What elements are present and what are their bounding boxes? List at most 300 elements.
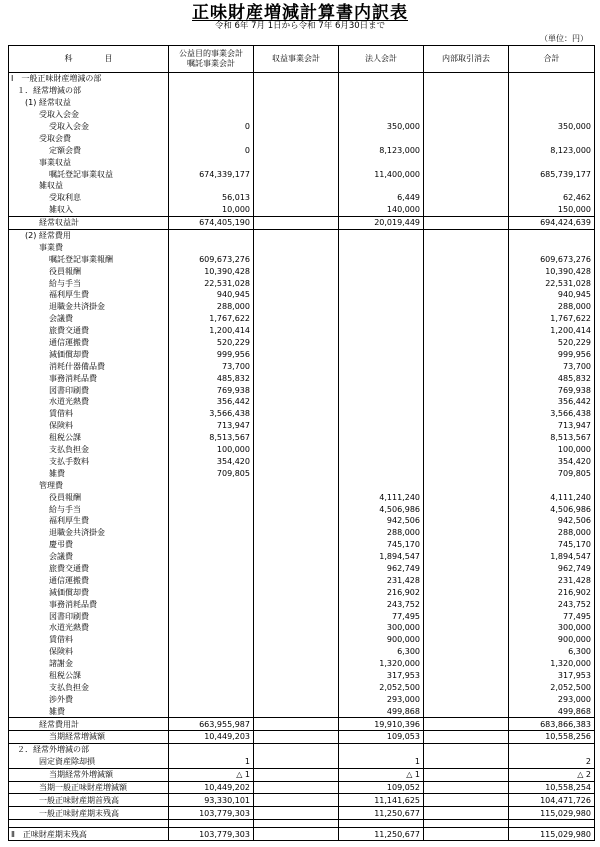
table-row <box>9 828 595 841</box>
table-row <box>9 253 595 265</box>
table-row <box>9 634 595 646</box>
table-row <box>9 515 595 527</box>
amount-cell-c3: 11,400,000 <box>339 168 424 180</box>
table-row <box>9 109 595 121</box>
table-row <box>9 610 595 622</box>
row-label: 慶弔費 <box>9 539 169 551</box>
amount-cell-c3: 2,052,500 <box>339 681 424 693</box>
table-row <box>9 408 595 420</box>
row-label: 退職金共済掛金 <box>9 527 169 539</box>
amount-cell-c2 <box>254 432 339 444</box>
amount-cell-c2 <box>254 396 339 408</box>
amount-cell-c3 <box>339 73 424 85</box>
amount-cell-c1 <box>169 563 254 575</box>
amount-cell-c3: 1,320,000 <box>339 658 424 670</box>
table-row <box>9 337 595 349</box>
amount-cell-c2 <box>254 705 339 717</box>
amount-cell-c5 <box>509 85 595 97</box>
amount-cell-c1: 103,779,303 <box>169 828 254 841</box>
amount-cell-c2 <box>254 277 339 289</box>
row-label: 支払負担金 <box>9 681 169 693</box>
amount-cell-c1 <box>169 610 254 622</box>
amount-cell-c3: 300,000 <box>339 622 424 634</box>
table-row <box>9 456 595 468</box>
amount-cell-c2 <box>254 527 339 539</box>
amount-cell-c3: 77,495 <box>339 610 424 622</box>
amount-cell-c4 <box>424 658 509 670</box>
row-label: 経常費用計 <box>9 718 169 731</box>
table-row <box>9 658 595 670</box>
amount-cell-c4 <box>424 768 509 781</box>
amount-cell-c3: 109,052 <box>339 781 424 794</box>
row-label: 定額会費 <box>9 144 169 156</box>
amount-cell-c5 <box>509 73 595 85</box>
amount-cell-c1 <box>169 73 254 85</box>
amount-cell-c5: 216,902 <box>509 586 595 598</box>
table-row <box>9 444 595 456</box>
header-elimination: 内部取引消去 <box>424 46 509 73</box>
amount-cell-c4 <box>424 730 509 743</box>
amount-cell-c2 <box>254 384 339 396</box>
amount-cell-c5: 115,029,980 <box>509 807 595 820</box>
amount-cell-c1: 609,673,276 <box>169 253 254 265</box>
table-row <box>9 820 595 828</box>
amount-cell-c1: 3,566,438 <box>169 408 254 420</box>
amount-cell-c1 <box>169 241 254 253</box>
amount-cell-c1 <box>169 503 254 515</box>
amount-cell-c3: 745,170 <box>339 539 424 551</box>
amount-cell-c2 <box>254 539 339 551</box>
amount-cell-c2 <box>254 610 339 622</box>
amount-cell-c3: 1,894,547 <box>339 551 424 563</box>
amount-cell-c4 <box>424 109 509 121</box>
row-label: 受取利息 <box>9 192 169 204</box>
table-row <box>9 156 595 168</box>
amount-cell-c2 <box>254 241 339 253</box>
row-label: 受取入会金 <box>9 109 169 121</box>
row-label: 固定資産除却損 <box>9 756 169 768</box>
amount-cell-c3: 11,141,625 <box>339 794 424 807</box>
amount-cell-c5: 243,752 <box>509 598 595 610</box>
amount-cell-c2 <box>254 670 339 682</box>
amount-cell-c4 <box>424 144 509 156</box>
table-row <box>9 527 595 539</box>
amount-cell-c2 <box>254 156 339 168</box>
amount-cell-c5: 317,953 <box>509 670 595 682</box>
table-row <box>9 301 595 313</box>
amount-cell-c3 <box>339 85 424 97</box>
amount-cell-c1: 0 <box>169 144 254 156</box>
row-label: 賃借料 <box>9 408 169 420</box>
table-row <box>9 670 595 682</box>
amount-cell-c5: 354,420 <box>509 456 595 468</box>
amount-cell-c4 <box>424 360 509 372</box>
amount-cell-c2 <box>254 301 339 313</box>
amount-cell-c2 <box>254 598 339 610</box>
table-row <box>9 396 595 408</box>
amount-cell-c5: 8,123,000 <box>509 144 595 156</box>
amount-cell-c4 <box>424 527 509 539</box>
row-label: 諸謝金 <box>9 658 169 670</box>
amount-cell-c4 <box>424 563 509 575</box>
table-row <box>9 348 595 360</box>
amount-cell-c5: 745,170 <box>509 539 595 551</box>
row-label: 旅費交通費 <box>9 563 169 575</box>
amount-cell-c2 <box>254 97 339 109</box>
amount-cell-c4 <box>424 718 509 731</box>
table-row <box>9 241 595 253</box>
amount-cell-c3: 8,123,000 <box>339 144 424 156</box>
amount-cell-c4 <box>424 432 509 444</box>
amount-cell-c5: 900,000 <box>509 634 595 646</box>
header-profit-business: 収益事業会計 <box>254 46 339 73</box>
amount-cell-c3: 4,111,240 <box>339 491 424 503</box>
amount-cell-c2 <box>254 467 339 479</box>
amount-cell-c3 <box>339 325 424 337</box>
row-label: 雑収入 <box>9 204 169 216</box>
amount-cell-c3 <box>339 241 424 253</box>
amount-cell-c1 <box>169 479 254 491</box>
row-label: ２．経常外増減の部 <box>9 743 169 755</box>
row-label: 当期経常外増減額 <box>9 768 169 781</box>
amount-cell-c5: 8,513,567 <box>509 432 595 444</box>
amount-cell-c3: 140,000 <box>339 204 424 216</box>
row-label: 受取入会金 <box>9 121 169 133</box>
amount-cell-c4 <box>424 539 509 551</box>
row-label: 消耗什器備品費 <box>9 360 169 372</box>
amount-cell-c5: 1,894,547 <box>509 551 595 563</box>
amount-cell-c4 <box>424 396 509 408</box>
amount-cell-c5: 77,495 <box>509 610 595 622</box>
amount-cell-c4 <box>424 807 509 820</box>
amount-cell-c3: 216,902 <box>339 586 424 598</box>
fiscal-period: 令和 6年 7月 1日から令和 7年 6月30日まで <box>214 21 386 31</box>
amount-cell-c1: 520,229 <box>169 337 254 349</box>
row-label: 事務消耗品費 <box>9 372 169 384</box>
amount-cell-c5: 356,442 <box>509 396 595 408</box>
amount-cell-c4 <box>424 253 509 265</box>
amount-cell-c1 <box>169 527 254 539</box>
table-row <box>9 97 595 109</box>
amount-cell-c5: 499,868 <box>509 705 595 717</box>
amount-cell-c5: 288,000 <box>509 301 595 313</box>
amount-cell-c5: 293,000 <box>509 693 595 705</box>
row-label: 保険料 <box>9 646 169 658</box>
amount-cell-c3: △ 1 <box>339 768 424 781</box>
amount-cell-c3: 317,953 <box>339 670 424 682</box>
row-label: 当期経常増減額 <box>9 730 169 743</box>
table-row <box>9 360 595 372</box>
amount-cell-c4 <box>424 444 509 456</box>
amount-cell-c2 <box>254 563 339 575</box>
amount-cell-c1 <box>169 670 254 682</box>
amount-cell-c5: 73,700 <box>509 360 595 372</box>
amount-cell-c2 <box>254 515 339 527</box>
row-label: 事業収益 <box>9 156 169 168</box>
row-label: 渉外費 <box>9 693 169 705</box>
row-label: 通信運搬費 <box>9 337 169 349</box>
amount-cell-c2 <box>254 313 339 325</box>
amount-cell-c2 <box>254 180 339 192</box>
amount-cell-c2 <box>254 756 339 768</box>
amount-cell-c4 <box>424 313 509 325</box>
amount-cell-c1: 1,767,622 <box>169 313 254 325</box>
amount-cell-c3 <box>339 97 424 109</box>
amount-cell-c2 <box>254 574 339 586</box>
amount-cell-c2 <box>254 168 339 180</box>
amount-cell-c3 <box>339 408 424 420</box>
amount-cell-c3 <box>339 277 424 289</box>
amount-cell-c4 <box>424 743 509 755</box>
amount-cell-c3: 288,000 <box>339 527 424 539</box>
amount-cell-c3 <box>339 348 424 360</box>
header-corporate: 法人会計 <box>339 46 424 73</box>
amount-cell-c4 <box>424 503 509 515</box>
table-row <box>9 420 595 432</box>
amount-cell-c4 <box>424 241 509 253</box>
table-row <box>9 539 595 551</box>
amount-cell-c3 <box>339 444 424 456</box>
row-label: 保険料 <box>9 420 169 432</box>
amount-cell-c3 <box>339 467 424 479</box>
row-label: 役員報酬 <box>9 491 169 503</box>
amount-cell-c4 <box>424 408 509 420</box>
table-row <box>9 432 595 444</box>
row-label: 旅費交通費 <box>9 325 169 337</box>
table-row <box>9 479 595 491</box>
row-label: 嘱託登記事業収益 <box>9 168 169 180</box>
table-row <box>9 73 595 85</box>
amount-cell-c4 <box>424 73 509 85</box>
amount-cell-c2 <box>254 646 339 658</box>
table-row <box>9 229 595 241</box>
amount-cell-c3 <box>339 360 424 372</box>
amount-cell-c1: 10,000 <box>169 204 254 216</box>
table-row <box>9 121 595 133</box>
amount-cell-c3: 962,749 <box>339 563 424 575</box>
amount-cell-c5: 231,428 <box>509 574 595 586</box>
amount-cell-c5: 694,424,639 <box>509 216 595 229</box>
amount-cell-c5 <box>509 820 595 828</box>
table-row <box>9 681 595 693</box>
unit-label: （単位：円） <box>540 34 588 43</box>
row-label: 給与手当 <box>9 277 169 289</box>
amount-cell-c2 <box>254 408 339 420</box>
amount-cell-c5 <box>509 156 595 168</box>
amount-cell-c3: 6,300 <box>339 646 424 658</box>
amount-cell-c1 <box>169 693 254 705</box>
amount-cell-c4 <box>424 515 509 527</box>
amount-cell-c5: 22,531,028 <box>509 277 595 289</box>
amount-cell-c1: 10,449,202 <box>169 781 254 794</box>
amount-cell-c2 <box>254 348 339 360</box>
amount-cell-c4 <box>424 456 509 468</box>
header-total: 合計 <box>509 46 595 73</box>
row-label: 会議費 <box>9 313 169 325</box>
amount-cell-c1: 56,013 <box>169 192 254 204</box>
table-row <box>9 277 595 289</box>
table-row <box>9 313 595 325</box>
table-row <box>9 85 595 97</box>
table-row <box>9 743 595 755</box>
amount-cell-c3: 499,868 <box>339 705 424 717</box>
row-label: (1) 経常収益 <box>9 97 169 109</box>
amount-cell-c4 <box>424 97 509 109</box>
amount-cell-c4 <box>424 420 509 432</box>
amount-cell-c1: 354,420 <box>169 456 254 468</box>
row-label: Ⅰ 一般正味財産増減の部 <box>9 73 169 85</box>
amount-cell-c4 <box>424 301 509 313</box>
amount-cell-c5: 713,947 <box>509 420 595 432</box>
row-label: 減価償却費 <box>9 586 169 598</box>
amount-cell-c5: 10,558,256 <box>509 730 595 743</box>
amount-cell-c1: 10,390,428 <box>169 265 254 277</box>
table-row <box>9 781 595 794</box>
amount-cell-c4 <box>424 670 509 682</box>
row-label: 減価償却費 <box>9 348 169 360</box>
amount-cell-c2 <box>254 828 339 841</box>
statement-body <box>9 73 595 841</box>
amount-cell-c5: 104,471,726 <box>509 794 595 807</box>
amount-cell-c4 <box>424 828 509 841</box>
row-label: 当期一般正味財産増減額 <box>9 781 169 794</box>
amount-cell-c1 <box>169 551 254 563</box>
amount-cell-c5 <box>509 241 595 253</box>
row-label: 水道光熱費 <box>9 396 169 408</box>
amount-cell-c1: 73,700 <box>169 360 254 372</box>
amount-cell-c5: 2,052,500 <box>509 681 595 693</box>
amount-cell-c2 <box>254 586 339 598</box>
amount-cell-c1: 769,938 <box>169 384 254 396</box>
title-text: 正味財産増減計算書内訳表 <box>192 3 408 23</box>
row-label: 雑費 <box>9 467 169 479</box>
row-label: 管理費 <box>9 479 169 491</box>
amount-cell-c3 <box>339 743 424 755</box>
amount-cell-c1 <box>169 574 254 586</box>
amount-cell-c2 <box>254 132 339 144</box>
amount-cell-c2 <box>254 820 339 828</box>
amount-cell-c3: 942,506 <box>339 515 424 527</box>
amount-cell-c4 <box>424 693 509 705</box>
table-row <box>9 718 595 731</box>
table-row <box>9 768 595 781</box>
amount-cell-c4 <box>424 384 509 396</box>
amount-cell-c1 <box>169 85 254 97</box>
amount-cell-c1 <box>169 109 254 121</box>
amount-cell-c5: △ 2 <box>509 768 595 781</box>
amount-cell-c5 <box>509 180 595 192</box>
amount-cell-c1 <box>169 598 254 610</box>
amount-cell-c4 <box>424 705 509 717</box>
amount-cell-c2 <box>254 85 339 97</box>
amount-cell-c3 <box>339 372 424 384</box>
amount-cell-c5: 288,000 <box>509 527 595 539</box>
amount-cell-c2 <box>254 551 339 563</box>
amount-cell-c5: 150,000 <box>509 204 595 216</box>
amount-cell-c1 <box>169 229 254 241</box>
amount-cell-c4 <box>424 204 509 216</box>
amount-cell-c3 <box>339 337 424 349</box>
amount-cell-c3: 11,250,677 <box>339 807 424 820</box>
amount-cell-c2 <box>254 781 339 794</box>
amount-cell-c5: 999,956 <box>509 348 595 360</box>
row-label: 租税公課 <box>9 432 169 444</box>
row-label: 雑費 <box>9 705 169 717</box>
amount-cell-c5: 3,566,438 <box>509 408 595 420</box>
amount-cell-c5: 350,000 <box>509 121 595 133</box>
amount-cell-c1 <box>169 743 254 755</box>
amount-cell-c4 <box>424 216 509 229</box>
amount-cell-c5: 485,832 <box>509 372 595 384</box>
amount-cell-c1 <box>169 539 254 551</box>
amount-cell-c4 <box>424 467 509 479</box>
amount-cell-c4 <box>424 85 509 97</box>
amount-cell-c2 <box>254 121 339 133</box>
amount-cell-c2 <box>254 253 339 265</box>
amount-cell-c5: 1,767,622 <box>509 313 595 325</box>
amount-cell-c1: 1,200,414 <box>169 325 254 337</box>
row-label: 図書印刷費 <box>9 610 169 622</box>
row-label: 図書印刷費 <box>9 384 169 396</box>
amount-cell-c3 <box>339 109 424 121</box>
amount-cell-c5: 1,320,000 <box>509 658 595 670</box>
amount-cell-c5: 769,938 <box>509 384 595 396</box>
amount-cell-c2 <box>254 658 339 670</box>
amount-cell-c3 <box>339 479 424 491</box>
row-label: 一般正味財産期首残高 <box>9 794 169 807</box>
amount-cell-c3 <box>339 265 424 277</box>
row-label: 事務消耗品費 <box>9 598 169 610</box>
header-row <box>9 46 595 73</box>
row-label: 嘱託登記事業報酬 <box>9 253 169 265</box>
row-label: Ⅱ 正味財産期末残高 <box>9 828 169 841</box>
amount-cell-c1: 103,779,303 <box>169 807 254 820</box>
amount-cell-c1: 674,405,190 <box>169 216 254 229</box>
table-row <box>9 132 595 144</box>
amount-cell-c2 <box>254 693 339 705</box>
amount-cell-c4 <box>424 229 509 241</box>
amount-cell-c4 <box>424 756 509 768</box>
header-public-benefit-line2: 嘱託事業会計 <box>187 59 235 68</box>
amount-cell-c5 <box>509 229 595 241</box>
amount-cell-c2 <box>254 265 339 277</box>
row-label: 退職金共済掛金 <box>9 301 169 313</box>
row-label: 一般正味財産期末残高 <box>9 807 169 820</box>
amount-cell-c4 <box>424 289 509 301</box>
amount-cell-c5: 6,300 <box>509 646 595 658</box>
amount-cell-c3: 1 <box>339 756 424 768</box>
amount-cell-c4 <box>424 622 509 634</box>
header-item: 科 目 <box>9 46 169 73</box>
amount-cell-c1 <box>169 132 254 144</box>
amount-cell-c5: 300,000 <box>509 622 595 634</box>
amount-cell-c1: 8,513,567 <box>169 432 254 444</box>
amount-cell-c2 <box>254 109 339 121</box>
amount-cell-c1: 93,330,101 <box>169 794 254 807</box>
amount-cell-c1 <box>169 180 254 192</box>
amount-cell-c4 <box>424 820 509 828</box>
amount-cell-c1: 100,000 <box>169 444 254 456</box>
table-row <box>9 756 595 768</box>
amount-cell-c3 <box>339 253 424 265</box>
amount-cell-c5: 1,200,414 <box>509 325 595 337</box>
amount-cell-c1: 288,000 <box>169 301 254 313</box>
row-label: 雑収益 <box>9 180 169 192</box>
amount-cell-c4 <box>424 586 509 598</box>
amount-cell-c4 <box>424 574 509 586</box>
amount-cell-c2 <box>254 456 339 468</box>
amount-cell-c4 <box>424 168 509 180</box>
